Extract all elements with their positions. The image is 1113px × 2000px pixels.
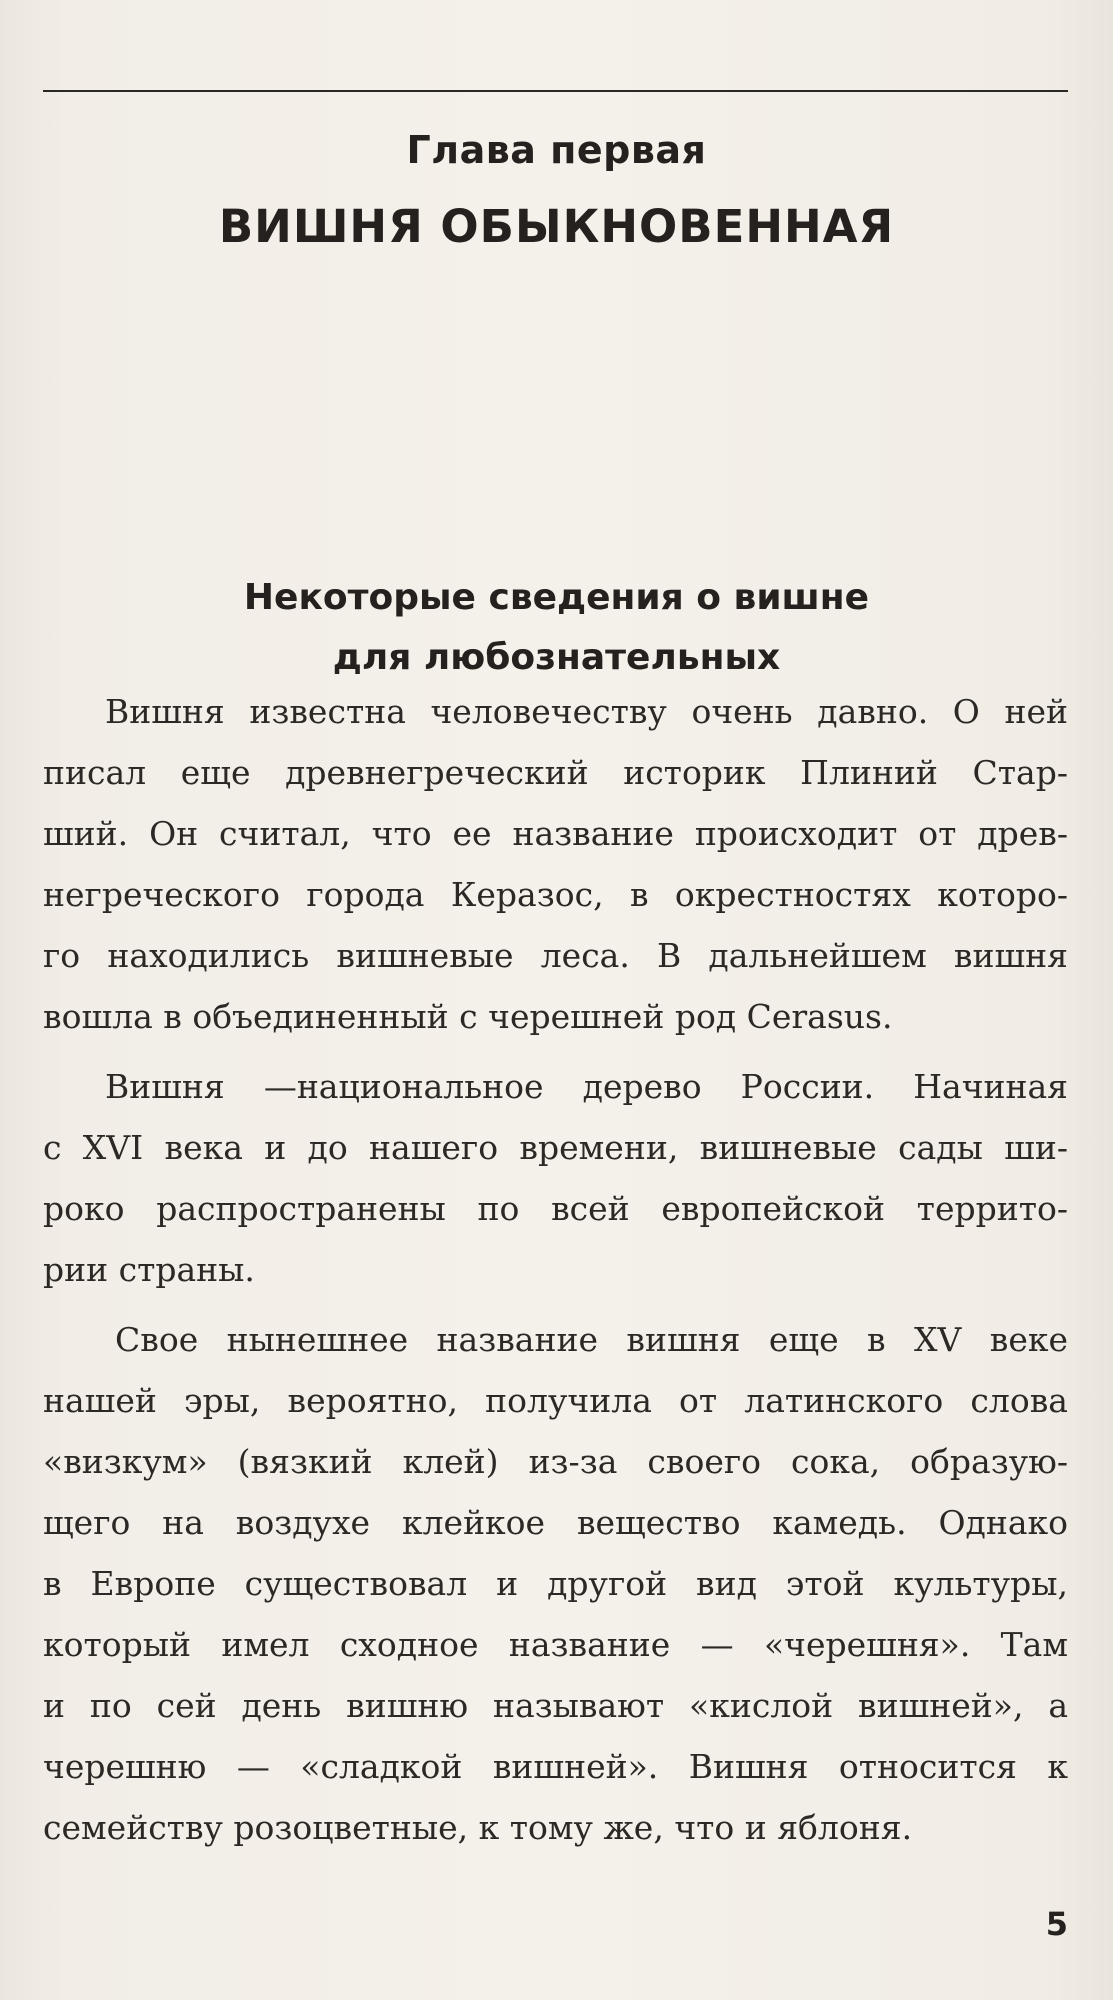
text-line: щего на воздухе клейкое вещество камедь. Однако [43,1503,1068,1542]
text-line: роко распространены по всей европейской террито- [43,1189,1068,1228]
text-line: нашей эры, вероятно, получила от латинского слова [43,1381,1068,1420]
header-rule [43,90,1068,92]
chapter-label: Глава первая [406,128,707,172]
section-title [0,568,1113,688]
section-title-line: для любознательных [332,637,781,678]
chapter-title: ВИШНЯ ОБЫКНОВЕННАЯ [218,200,895,253]
text-line: ший. Он считал, что ее название происходит от древ- [43,814,1068,853]
text-line: негреческого города Керазос, в окрестностях которо- [43,875,1068,914]
text-line: «визкум» (вязкий клей) из-за своего сока, образую- [43,1442,1068,1481]
text-line: который имел сходное название — «черешня». Там [43,1625,1068,1664]
text-line: Вишня —национальное дерево России. Начиная [105,1067,1068,1106]
body-text [43,681,1068,1858]
text-line: Вишня известна человечеству очень давно. О ней [105,692,1068,731]
text-line: черешню — «сладкой вишней». Вишня относится к [43,1747,1068,1786]
text-line: писал еще древнегреческий историк Плиний Стар- [43,753,1068,792]
text-line: и по сей день вишню называют «кислой вишней», а [43,1686,1068,1725]
text-line: семейству розоцветные, к тому же, что и яблоня. [43,1808,913,1847]
text-line: Свое нынешнее название вишня еще в XV веке [115,1320,1068,1359]
text-line: вошла в объединенный с черешней род Cerasus. [43,997,893,1036]
text-line: в Европе существовал и другой вид этой культуры, [43,1564,1068,1603]
page-number: 5 [1045,1905,1068,1943]
text-line: го находились вишневые леса. В дальнейшем вишня [43,936,1068,975]
section-title-line: Некоторые сведения о вишне [243,577,870,618]
text-line: с XVI века и до нашего времени, вишневые сады ши- [43,1128,1068,1167]
text-line: рии страны. [43,1250,255,1289]
